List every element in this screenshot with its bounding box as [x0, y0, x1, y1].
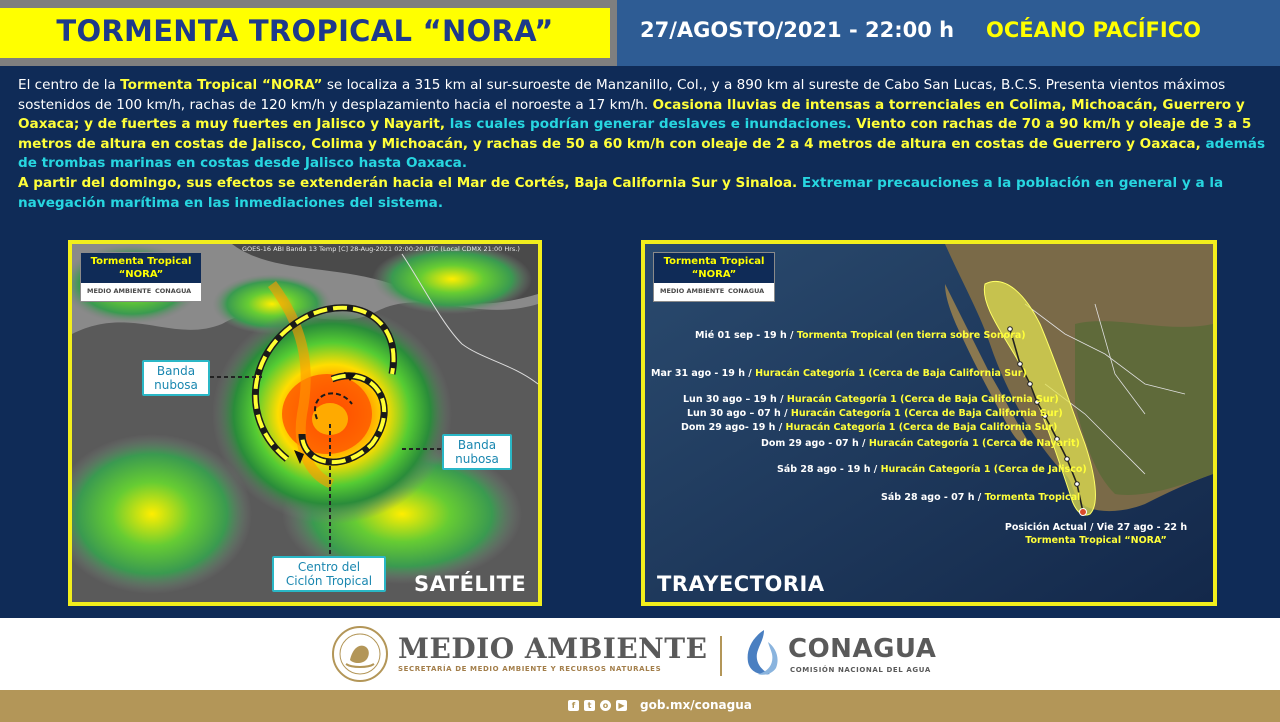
cloud-band-callout-right	[442, 434, 512, 470]
forecast-date: Dom 29 ago - 07 h /	[761, 438, 869, 449]
conagua-subtitle: COMISIÓN NACIONAL DEL AGUA	[790, 666, 931, 674]
forecast-status: Huracán Categoría 1 (Cerca de Baja California Sur)	[786, 394, 1059, 405]
ocean-name: OCÉANO PACÍFICO	[986, 18, 1201, 42]
bulletin-precaution: Extremar precauciones a la población en general y a la navegación marítima en las inmediaciones del sistema.	[18, 174, 1224, 211]
track-panel	[641, 240, 1217, 606]
bulletin-text-run: se localiza a 315 km al sur-suroeste de Manzanillo, Col., y a 890 km al sureste de Cabo San Lucas, B.C.S. Presenta vientos máximos sostenidos de 100 km/h, rachas de 120 km/h y desplazamiento hacia el noroeste a 17 km/h.	[18, 77, 1226, 113]
forecast-date: Sáb 28 ago - 07 h /	[881, 492, 985, 503]
bulletin-date: 27/AGOSTO/2021 - 22:00 h	[640, 18, 955, 42]
track-logo-ma: MEDIO AMBIENTE	[660, 287, 725, 295]
bulletin-landslide-warning: las cuales podrían generar deslaves e inundaciones.	[445, 116, 852, 133]
cyclone-center-callout	[272, 556, 386, 592]
bulletin-text	[18, 76, 1266, 213]
forecast-label	[687, 408, 1063, 419]
callout-line: Ciclón Tropical	[285, 574, 373, 588]
national-seal-icon	[330, 624, 390, 684]
facebook-icon[interactable]: f	[568, 700, 579, 711]
instagram-icon[interactable]: o	[600, 700, 611, 711]
current-position-status: Tormenta Tropical “NORA”	[1025, 535, 1167, 546]
youtube-icon[interactable]: ▶	[616, 700, 627, 711]
callout-line: Banda	[156, 364, 196, 378]
forecast-date: Dom 29 ago- 19 h /	[681, 422, 786, 433]
forecast-label	[777, 464, 1087, 475]
satellite-logo-title-line: “NORA”	[118, 269, 164, 280]
bulletin-storm-name: Tormenta Tropical “NORA”	[120, 77, 323, 93]
track-logo-cn: CONAGUA	[728, 287, 765, 295]
satellite-credit: GOES-16 ABI Banda 13 Temp [C] 28-Aug-2021 02:00:20 UTC (Local CDMX 21:00 Hrs.)	[242, 245, 520, 253]
forecast-status: Huracán Categoría 1 (Cerca de Baja California Sur)	[790, 408, 1063, 419]
forecast-label	[683, 394, 1059, 405]
forecast-label	[681, 422, 1057, 433]
current-position	[1001, 521, 1191, 547]
callout-line: nubosa	[154, 378, 198, 392]
conagua-logo-icon	[742, 628, 786, 678]
forecast-status: Huracán Categoría 1 (Cerca de Jalisco)	[880, 464, 1087, 475]
header-title-box	[0, 8, 610, 58]
website-link[interactable]: gob.mx/conagua	[640, 698, 752, 712]
storm-title: TORMENTA TROPICAL “NORA”	[56, 14, 554, 48]
track-logo-title-line: “NORA”	[691, 269, 737, 280]
track-logo-title-line: Tormenta Tropical	[663, 256, 765, 267]
forecast-date: Sáb 28 ago - 19 h /	[777, 464, 881, 475]
forecast-date: Mié 01 sep - 19 h /	[695, 330, 797, 341]
forecast-status: Tormenta Tropical	[984, 492, 1081, 503]
forecast-status: Huracán Categoría 1 (Cerca de Baja California Sur)	[755, 368, 1027, 379]
forecast-label	[651, 368, 1027, 379]
medio-ambiente-title: MEDIO AMBIENTE	[398, 632, 708, 665]
satellite-logo-title-line: Tormenta Tropical	[90, 256, 192, 267]
bulletin-waterspout-warning: además de trombas marinas en costas desde Jalisco hasta Oaxaca.	[18, 135, 1266, 172]
forecast-status: Huracán Categoría 1 (Cerca de Nayarit)	[868, 438, 1080, 449]
footer-divider	[720, 636, 722, 676]
callout-line: Banda	[457, 438, 497, 452]
forecast-label	[761, 438, 1080, 449]
forecast-status: Tormenta Tropical (en tierra sobre Sonora)	[796, 330, 1026, 341]
satellite-logo-box	[80, 252, 202, 302]
conagua-title: CONAGUA	[788, 634, 937, 664]
medio-ambiente-subtitle: SECRETARÍA DE MEDIO AMBIENTE Y RECURSOS NATURALES	[398, 665, 662, 673]
track-logo-box	[653, 252, 775, 302]
forecast-date: Lun 30 ago – 07 h /	[687, 408, 791, 419]
forecast-label	[881, 492, 1080, 503]
callout-line: nubosa	[455, 452, 499, 466]
bulletin-text-run: El centro de la	[18, 77, 121, 93]
satellite-logo-ma: MEDIO AMBIENTE	[87, 287, 152, 295]
bulletin-rain-warning: Ocasiona lluvias de intensas a torrenciales en Colima, Michoacán, Guerrero y Oaxaca; y de fuertes a muy fuertes en Jalisco y Nayarit,	[18, 96, 1245, 133]
header-title-band	[0, 0, 617, 66]
bulletin-outlook: A partir del domingo, sus efectos se extenderán hacia el Mar de Cortés, Baja California Sur y Sinaloa.	[18, 174, 798, 191]
callout-line: Centro del	[297, 560, 361, 574]
forecast-status: Huracán Categoría 1 (Cerca de Baja California Sur)	[785, 422, 1058, 433]
satellite-logo-cn: CONAGUA	[155, 287, 192, 295]
forecast-label	[695, 330, 1026, 341]
forecast-date: Lun 30 ago – 19 h /	[683, 394, 787, 405]
satellite-label: SATÉLITE	[414, 572, 527, 596]
current-position-date: Posición Actual / Vie 27 ago - 22 h	[1004, 522, 1188, 533]
track-logo-title	[654, 253, 774, 283]
satellite-logo-title	[81, 253, 201, 283]
satellite-panel	[68, 240, 542, 606]
forecast-date: Mar 31 ago - 19 h /	[651, 368, 756, 379]
track-label: TRAYECTORIA	[657, 572, 825, 596]
cloud-band-callout-left	[142, 360, 210, 396]
twitter-icon[interactable]: t	[584, 700, 595, 711]
bulletin-wind-warning: Viento con rachas de 70 a 90 km/h y oleaje de 3 a 5 metros de altura en costas de Jalisco, Colima y Michoacán, y rachas de 50 a 60 km/h con oleaje de 2 a 4 metros de altura en costas de Guerrero y Oaxaca,	[18, 116, 1252, 152]
